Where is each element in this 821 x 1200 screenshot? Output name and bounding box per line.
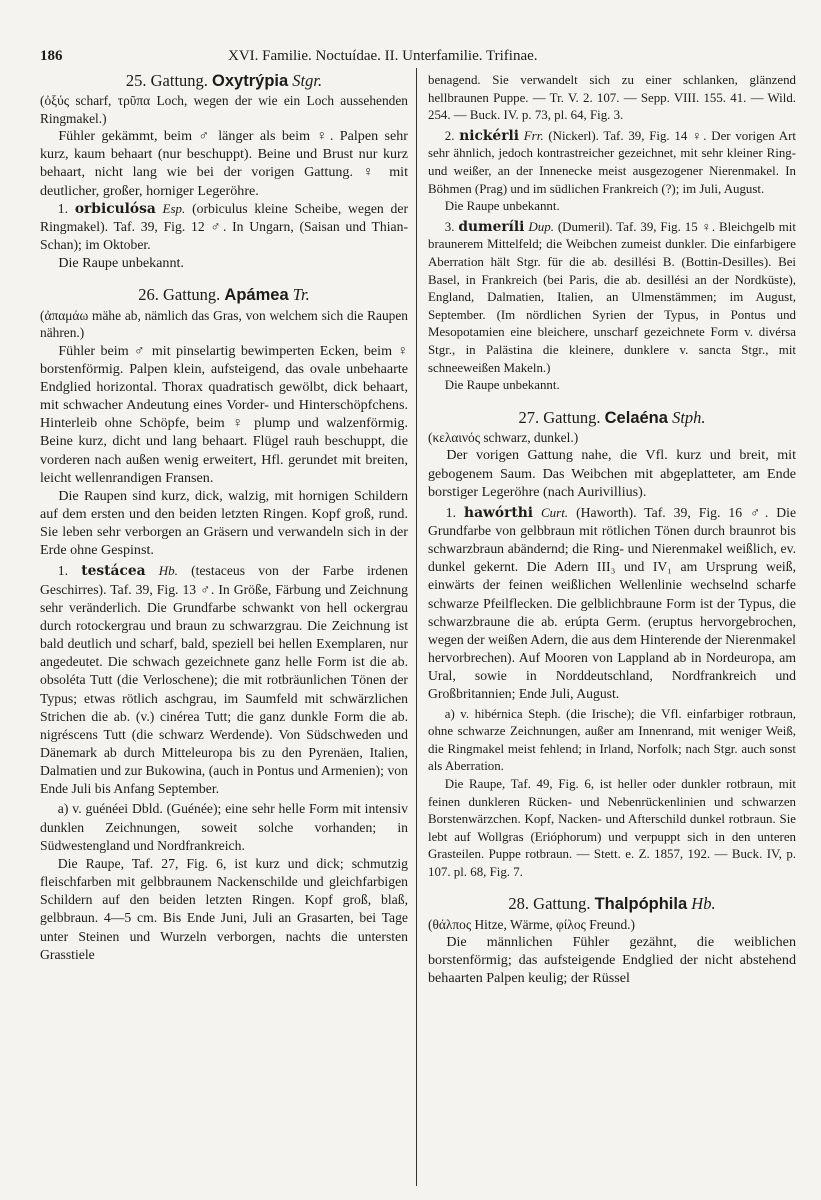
species-text: (Nickerl). Taf. 39, Fig. 14 ♀. Der vorigen Art sehr ähnlich, jedoch kontrastreicher gezeichnet, mit sehr kleiner Ring- und weißer, an der Innenecke meist ausgezogener Nierenmakel. In Böhmen (Prag) und im südlichen Frankreich (?); im Juli, August. (428, 128, 796, 196)
species-author: Esp. (162, 200, 186, 216)
genus-description: Fühler beim ♂ mit pinselartig bewimperten Ecken, beim ♀ borstenförmig. Palpen klein, aufsteigend, das ovale unbehaarte Endglied horizontal. Thorax quadratisch gewölbt, dick behaart, mit schwacher Andeutung eines Vorder- und Hinterschöpfchens. Hinterleib ohne Schöpfe, beim ♀ plump und walzenförmig. Beine kurz, dicht und lang behaart. Flügel rauh beschuppt, die vorderen nach außen wenig erweitert, Hfl. gerundet mit breiten, leicht wellenrandigen Fransen. (40, 342, 408, 486)
species-text: (Haworth). Taf. 39, Fig. 16 ♂. Die Grundfarbe von gelbbraun mit rötlichen Tönen durch braunrot bis schwarzbraun abändernd; die Ring- und Nierenmakel weißlich, ev. dunkel gekernt. Die Adern III₃ und IV₁ am Ursprung weiß, einwärts der feinen weißlichen Wellenlinie wechselnd scharfe schwarze Pfeilflecken. Die gelblichbraune Form ist der Typus, die schwarzbraune die ab. erúpta Germ. (eruptus hervorgebrochen, wegen der weißen Adern, die aus dem Hinterende der Nierenmakel hervorbrechen). Auf Mooren von Lappland ab in Nordeuropa, am Ural, sowie in Norddeutschland, Nordfrankreich und Großbritannien; Ende Juli, August. (428, 504, 796, 702)
species-number: 2. (444, 128, 455, 143)
species-name: nickérli (459, 127, 519, 144)
variety-entry: a) v. hibérnica Steph. (die Irische); die Vfl. einfarbiger rotbraun, ohne schwarze Zeichnungen, außer am Innenrand, mit weniger Weiß, die Ringmakel meist fehlend; in Irland, Norfolk; nach Stgr. auch sonst als Aberration. (428, 706, 796, 774)
species-number: 1. (445, 504, 457, 520)
genus-etymology: (θάλπος Hitze, Wärme, φίλος Freund.) (428, 916, 635, 932)
genus-heading (40, 286, 408, 304)
genus-etymology: (κελαινός schwarz, dunkel.) (428, 429, 579, 445)
continued-text: benagend. Sie verwandelt sich zu einer schlanken, glänzend hellbraunen Puppe. — Tr. V. 2. 107. — Sepp. VIII. 155. 41. — Wild. 254. — Buck. IV. p. 73, pl. 64, Fig. 3. (428, 73, 796, 123)
variety-entry: a) v. guénéei Dbld. (Guénée); eine sehr helle Form mit intensiv dunklen Zeichnungen, soweit solche vorhanden; in Südwestengland und Nordfrankreich. (40, 801, 408, 853)
species-entry (40, 562, 408, 798)
species-number: 3. (444, 219, 455, 234)
species-entry (428, 127, 796, 198)
genus-name: Celaéna (604, 408, 668, 427)
genus-name: Oxytrýpia (212, 72, 289, 90)
species-entry (428, 504, 796, 704)
genus-number: 28. Gattung. (508, 894, 591, 914)
genus-heading (40, 72, 408, 90)
page-header (0, 48, 821, 70)
page-number: 186 (40, 48, 63, 64)
species-number: 1. (57, 563, 69, 579)
species-author: Curt. (541, 504, 569, 520)
genus-etymology: (ἀπαμάω mähe ab, nämlich das Gras, von welchem sich die Raupen nähren.) (40, 307, 408, 341)
genus-author: Tr. (292, 285, 310, 305)
species-text: (testaceus von der Farbe irdenen Geschirres). Taf. 39, Fig. 13 ♂. In Größe, Färbung und Zeichnung sehr veränderlich. Die Grundfarbe schwankt von hell ockergrau durch rotockergrau und braun zu schwarzgrau. Die Zeichnung ist bald deutlich und scharf, bald, speziell bei hellen Exemplaren, nur angedeutet. Die schwach gezeichnete ganz helle Form ist die ab. obsoléta Tutt (die Verloschene); die mit rotbräunlichen Tönen der Typus; etwas rötlich aschgrau, im Saumfeld mit schwärzlichen Strichen die ab. (v.) cinérea Tutt; die ganz dunkle Form die ab. nigréscens Tutt (die schwarz Werdende). Von Südschweden und Dänemark ab durch Mitteleuropa bis zu den Pyrenäen, Italien, Dalmatien und zur Bukowina, (auch in Pontus und Armenien); von Ende Juli bis Anfang September. (40, 563, 408, 797)
species-name: hawórthi (464, 504, 534, 521)
genus-etymology: (ὀξύς scharf, τρῦπα Loch, wegen der wie ein Loch aussehenden Ringmakel.) (40, 93, 408, 126)
larva-note: Die Raupe unbekannt. (444, 378, 560, 393)
larva-note: Die Raupe unbekannt. (58, 255, 184, 272)
species-entry (40, 200, 408, 254)
species-number: 1. (57, 200, 69, 216)
larvae-description: Die Raupen sind kurz, dick, walzig, mit hornigen Schildern auf dem ersten und den beiden letzten Ringen. Kopf groß, rund. Sie leben sehr verborgen an Gräsern und verwandeln sich in der Erde ohne Gespinst. (40, 487, 408, 559)
right-column (428, 72, 796, 1187)
species-text: (orbiculus kleine Scheibe, wegen der Ringmakel). Taf. 39, Fig. 12 ♂. In Ungarn, (Saisan und Thian-Schan); im Oktober. (40, 200, 408, 253)
genus-author: Stgr. (292, 72, 323, 90)
larva-note: Die Raupe unbekannt. (444, 199, 560, 214)
species-name: dumeríli (458, 218, 525, 235)
species-text: (Dumeril). Taf. 39, Fig. 15 ♀. Bleichgelb mit braunerem Mittelfeld; die Weibchen zumeist dunkler. Die einfarbigere Aberration hält Stgr. für die ab. desillési B. (Bottin-Desilles). Bei Basel, in Frankreich (bei Paris, die ab. desillési an der Nordküste), England, Dalmatien, Italien, an Ulmenstämmen; im August, September. (Im nördlichen Syrien der Typus, in Pontus und Mesopotamien eine bleichere, unscharf gezeichnete Form v. divérsa Stgr., in Palästina die kleinere, dunklere v. sancta Stgr., mit schneeweißen Makeln.) (428, 219, 796, 375)
running-title: XVI. Familie. Noctuídae. II. Unterfamilie. Trifinae. (228, 48, 538, 64)
species-entry (428, 218, 796, 377)
genus-author: Stph. (672, 407, 706, 427)
genus-description: Der vorigen Gattung nahe, die Vfl. kurz und breit, mit gebogenem Saum. Das Weibchen mit abgeplatteter, am Ende borstiger Legeröhre (nach Aurivillius). (428, 447, 796, 500)
species-name: testácea (81, 563, 146, 580)
genus-number: 25. Gattung. (125, 72, 208, 90)
species-name: orbiculósa (74, 200, 156, 217)
genus-author: Hb. (691, 894, 716, 914)
genus-heading (428, 895, 796, 913)
species-author: Hb. (158, 563, 178, 579)
genus-heading (428, 409, 796, 427)
species-author: Frr. (523, 127, 544, 143)
genus-name: Thalpóphila (594, 895, 688, 914)
genus-number: 27. Gattung. (518, 407, 601, 427)
genus-description: Die männlichen Fühler gezähnt, die weiblichen borstenförmig; das aufsteigende Endglied der nicht abstehend behaarten Palpen keulig; der Rüssel (428, 934, 796, 987)
genus-description: Fühler gekämmt, beim ♂ länger als beim ♀. Palpen sehr kurz, kaum behaart (nur beschuppt). Beine und Brust nur kurz behaart, nicht lang wie bei der vorigen Gattung. ♀ mit deutlicher, großer, horniger Legeröhre. (40, 128, 408, 199)
genus-number: 26. Gattung. (138, 285, 221, 305)
species-author: Dup. (528, 218, 554, 234)
genus-name: Apámea (224, 286, 289, 305)
column-divider (416, 68, 417, 1186)
larva-description: Die Raupe, Taf. 49, Fig. 6, ist heller oder dunkler rotbraun, mit feinen dunkleren Rücken- und Nebenrückenlinien und schwarzen Borstenwärzchen. Kopf, Nacken- und Afterschild dunkel rotbraun. Sie lebt auf Wollgras (Erióphorum) und verpuppt sich in den unteren Grasteilen. Puppe rotbraun. — Stett. e. Z. 1857, 192. — Buck. IV, p. 107. pl. 68, Fig. 7. (428, 776, 796, 879)
left-column (40, 72, 408, 1187)
larva-description: Die Raupe, Taf. 27, Fig. 6, ist kurz und dick; schmutzig fleischfarben mit gelbbraunem Nackenschilde und gleichfarbigen Schildern auf den beiden letzten Ringen. Kopf groß, blaß, gelbbraun. 4—5 cm. Bis Ende Juni, Juli an Grasarten, bei Tage unter Steinen und Wurzeln verborgen, nachts die untersten Grasstiele (40, 855, 408, 962)
